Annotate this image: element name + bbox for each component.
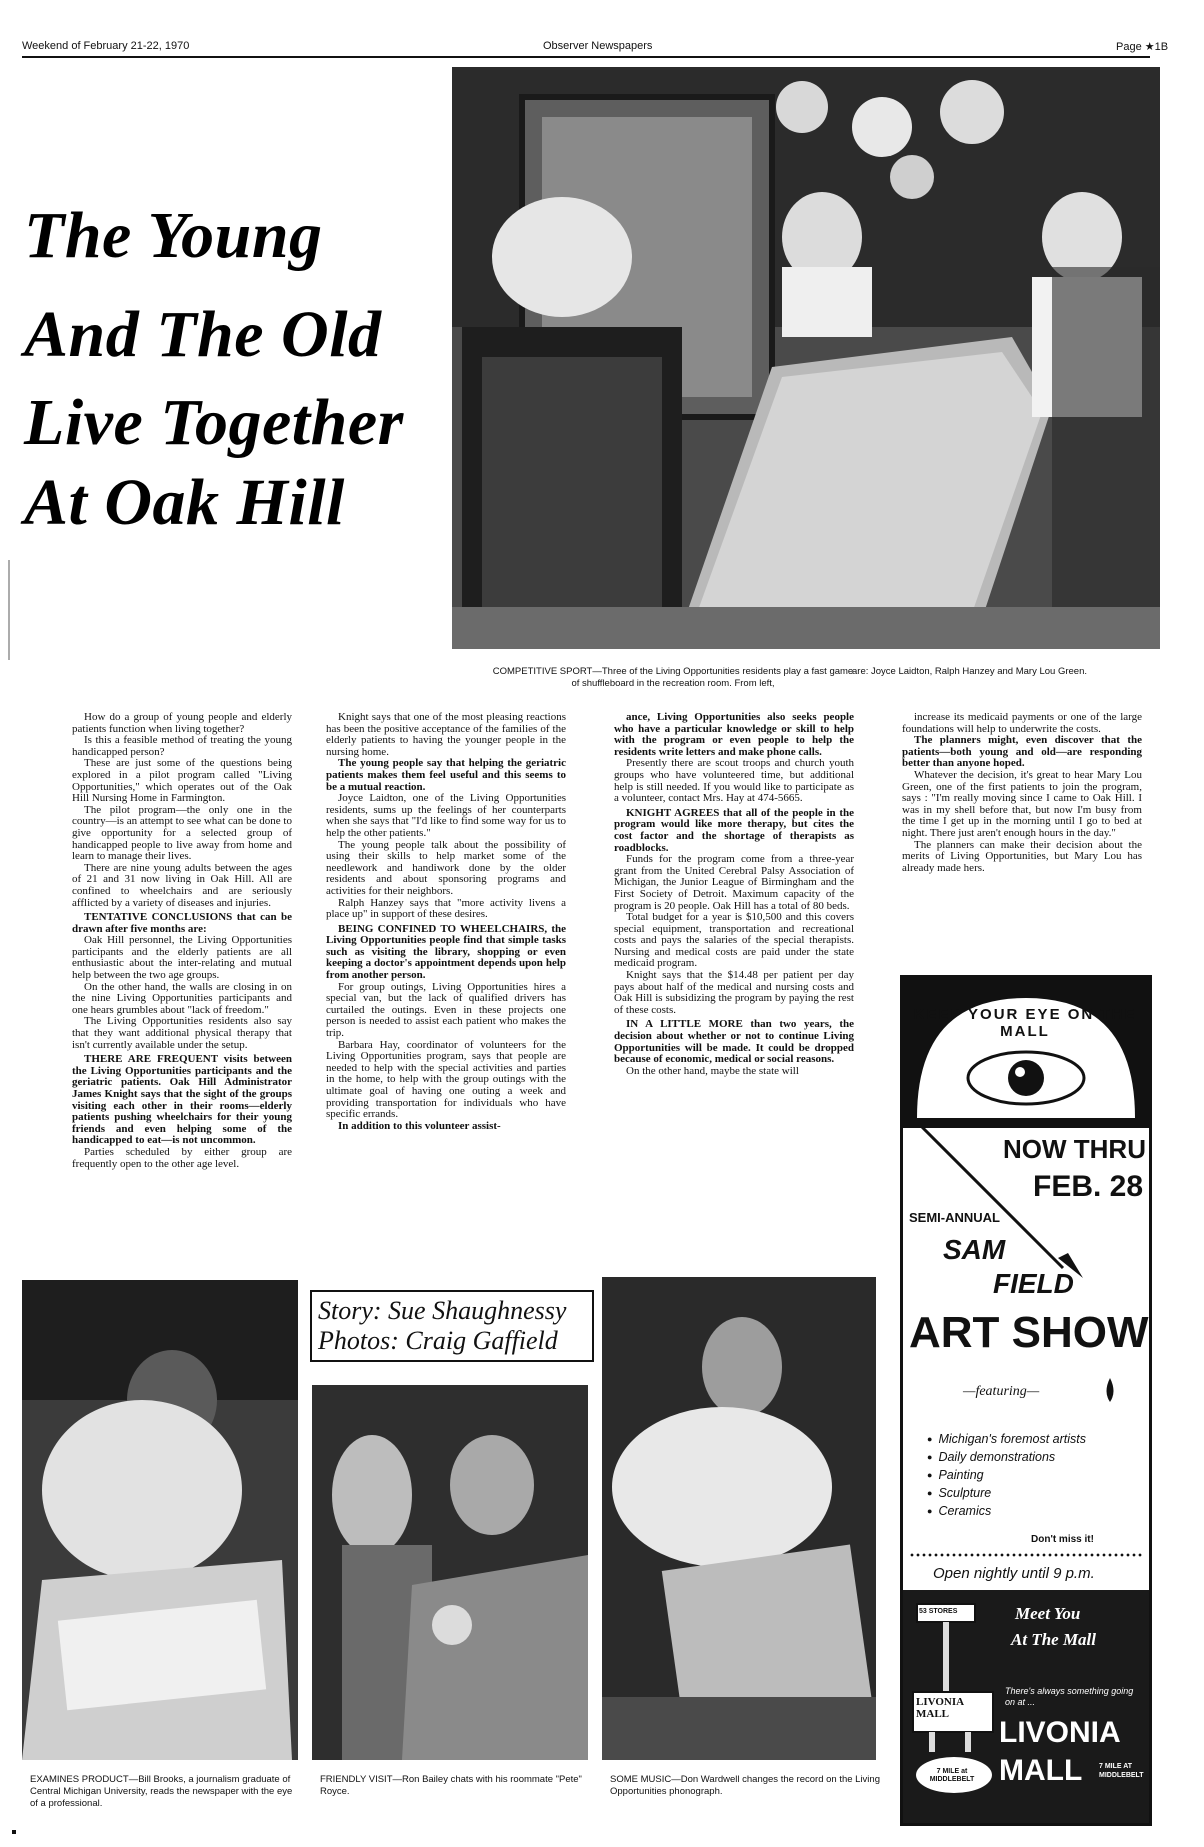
ad-meet-line-1: Meet You bbox=[1015, 1604, 1081, 1623]
article-subhead: THERE ARE FREQUENT visits between the Living Opportunities participants and the geriatric patients. Oak Hill Administrator James Knight says that the sight of the groups visiting each other in their rooms—elderly patients pushing wheelchairs for their young friends and even helping some of the handicapped to eat—is not uncommon. bbox=[72, 1053, 292, 1147]
ad-dont-miss: Don't miss it! bbox=[1031, 1534, 1094, 1545]
ad-mall-name-1: LIVONIA bbox=[999, 1716, 1121, 1749]
article-paragraph: Is this a feasible method of treating the young handicapped person? bbox=[72, 734, 292, 758]
article-column-4 bbox=[902, 712, 1142, 962]
article-paragraph: In addition to this volunteer assist- bbox=[338, 1119, 501, 1132]
ad-tagline: KEEP YOUR EYE ON THE MALL bbox=[913, 1006, 1137, 1040]
article-paragraph: How do a group of young people and elderly patients function when living together? bbox=[72, 712, 292, 735]
article-paragraph: On the other hand, maybe the state will bbox=[626, 1064, 799, 1077]
article-paragraph: Barbara Hay, coordinator of volunteers for the Living Opportunities program, says that people are needed to help with the special activities and parties in the home, to help with the group outings with the ultimate goal of having one outing a week and providing transportation for individuals who have specific errands. bbox=[326, 1038, 566, 1121]
article-paragraph: On the other hand, the walls are closing in on the nine Living Opportunities participants and one hears grumbles about "lack of freedom." bbox=[72, 980, 292, 1016]
ad-feature-item: ● Sculpture bbox=[927, 1484, 1086, 1502]
ad-featuring: —featuring— bbox=[963, 1384, 1040, 1399]
ad-meet-line-2: At The Mall bbox=[1011, 1630, 1097, 1649]
ad-dotted-rule bbox=[909, 1552, 1143, 1558]
ad-mile-right: 7 MILE AT MIDDLEBELT bbox=[1099, 1763, 1144, 1779]
header-date: Weekend of February 21-22, 1970 bbox=[22, 40, 190, 52]
story-credit: Story: Sue Shaughnessy bbox=[318, 1296, 567, 1325]
article-paragraph: Joyce Laidton, one of the Living Opportunities residents, sums up the feelings of her counterparts when she says that "I'd like to find some way for us to help the other patients." bbox=[326, 792, 566, 839]
article-column-2 bbox=[326, 712, 566, 1252]
friendly-visit-photo bbox=[312, 1385, 588, 1760]
ad-mall-panel bbox=[903, 1590, 1149, 1823]
article-paragraph: These are just some of the questions being explored in a pilot program called "Living Opportunities," which operates out of the Oak Hill Nursing Home in Farmington. bbox=[72, 757, 292, 805]
article-paragraph: ance, Living Opportunities also seeks people who have a particular knowledge or skill to help with the program or even people to help the residents write letters and make phone calls. bbox=[614, 712, 854, 758]
ad-banner bbox=[903, 978, 1149, 1128]
article-paragraph: The young people talk about the possibility of using their skills to help market some of the needlework and handiwork done by the older residents and about sponsoring programs and activities for their neighbors. bbox=[326, 838, 566, 897]
paint-drop-icon bbox=[1103, 1378, 1117, 1402]
article-paragraph: Presently there are scout troops and church youth groups who have volunteered time, but additional help is still needed. If you would like to participate as a volunteer, contact Mrs. Hay at 474-5665. bbox=[614, 757, 854, 805]
article-paragraph: The young people say that helping the geriatric patients makes them feel useful and this seems to be a mutual reaction. bbox=[326, 757, 566, 793]
examines-product-caption: EXAMINES PRODUCT—Bill Brooks, a journalism graduate of Central Michigan University, reads the newspaper with the eye of a professional. bbox=[30, 1774, 293, 1809]
ad-field: FIELD bbox=[993, 1268, 1074, 1299]
article-paragraph: There are nine young adults between the ages of 21 and 31 now living in Oak Hill. All are confined to wheelchairs and are seriously afflicted by a variety of diseases and injuries. bbox=[72, 861, 292, 909]
mall-sign-mile: 7 MILE at MIDDLEBELT bbox=[929, 1768, 975, 1783]
article-paragraph: The Living Opportunities residents also say that they want additional physical therapy that isn't currently available under the setup. bbox=[72, 1015, 292, 1051]
headline-line-2: And The Old bbox=[24, 298, 382, 371]
article-paragraph: The planners might, even discover that the patients—both young and old—are responding better than anyone hoped. bbox=[902, 734, 1142, 770]
ad-feature-item: ● Daily demonstrations bbox=[927, 1448, 1086, 1466]
article-paragraph: Ralph Hanzey says that "more activity livens a place up" in support of these desires. bbox=[326, 896, 566, 921]
header-rule bbox=[22, 56, 1150, 58]
header-paper: Observer Newspapers bbox=[543, 40, 653, 52]
ad-open-hours: Open nightly until 9 p.m. bbox=[933, 1565, 1095, 1582]
ad-feature-item: ● Painting bbox=[927, 1466, 1086, 1484]
article-subhead: TENTATIVE CONCLUSIONS that can be drawn after five months are: bbox=[72, 911, 292, 935]
ad-sam: SAM bbox=[943, 1234, 1006, 1265]
article-subhead: KNIGHT AGREES that all of the people in the program would like more therapy, but cites the cost factor and the shortage of therapists as roadblocks. bbox=[614, 806, 854, 854]
article-paragraph: Oak Hill personnel, the Living Opportunities participants and the elderly patients are all enthusiastic about the inter-relating and mutual help between the two age groups. bbox=[72, 934, 292, 982]
header-page: Page ★1B bbox=[1116, 41, 1169, 53]
some-music-photo bbox=[602, 1277, 876, 1760]
examines-product-photo bbox=[22, 1280, 298, 1760]
article-paragraph: increase its medicaid payments or one of the large foundations will help to underwrite the costs. bbox=[902, 712, 1142, 735]
friendly-visit-caption: FRIENDLY VISIT—Ron Bailey chats with his roommate "Pete" Royce. bbox=[320, 1774, 582, 1797]
mall-sign-top: 53 STORES bbox=[919, 1608, 958, 1615]
article-paragraph: The planners can make their decision about the merits of Living Opportunities, but Mary Lou has already made hers. bbox=[902, 838, 1142, 874]
top-photo-caption: COMPETITIVE SPORT—Three of the Living Opportunities residents play a fast game of shuffleboard in the recreation room. From left, bbox=[492, 666, 854, 689]
article-paragraph: For group outings, Living Opportunities hires a special van, but the lack of qualified drivers has curtailed the outings. Even in these projects one person is needed to assist each patient who makes the trip. bbox=[326, 980, 566, 1040]
article-paragraph: Whatever the decision, it's great to hear Mary Lou Green, one of the first patients to join the program, says : "I'm really moving since I came to Oak Hill. I was in my shell before that, but now I'm busy from the time I get up in the morning until I go to bed at night. There just aren't enough hours in the day." bbox=[902, 768, 1142, 839]
shuffleboard-photo bbox=[452, 67, 1160, 649]
headline-line-3: Live Together bbox=[24, 386, 404, 459]
ad-feature-item: ● Ceramics bbox=[927, 1502, 1086, 1520]
article-paragraph: Parties scheduled by either group are frequently open to the other age level. bbox=[72, 1145, 292, 1170]
headline-line-4: At Oak Hill bbox=[24, 466, 345, 539]
article-paragraph: Knight says that one of the most pleasing reactions has been the positive acceptance of the families of the elderly patients to having the younger people in the nursing home. bbox=[326, 712, 566, 758]
ad-semi-annual: SEMI-ANNUAL bbox=[909, 1210, 1000, 1225]
headline-line-1: The Young bbox=[24, 199, 323, 272]
article-paragraph: Funds for the program come from a three-year grant from the United Cerebral Palsy Association of Michigan, the Junior League of Birmingham and the First Society of Detroit. Maximum capacity of the program is 20 people. Oak Hill has a total of 80 beds. bbox=[614, 853, 854, 912]
mall-sign-name: LIVONIA MALL bbox=[916, 1696, 964, 1720]
article-paragraph: Knight says that the $14.48 per patient per day pays about half of the medical and nursing costs and Oak Hill is subsidizing the program by paying the rest of these costs. bbox=[614, 969, 854, 1016]
top-photo-caption-names: are: Joyce Laidton, Ralph Hanzey and Mary Lou Green. bbox=[852, 666, 1087, 677]
article-subhead: IN A LITTLE MORE than two years, the decision about whether or not to continue Living Opportunities will be made. It could be dropped because of economic, medical or social reasons. bbox=[614, 1018, 854, 1066]
ad-art-show: ART SHOW bbox=[909, 1308, 1149, 1357]
photos-credit: Photos: Craig Gaffield bbox=[318, 1326, 558, 1355]
ad-always: There's always something going on at ... bbox=[1005, 1686, 1134, 1707]
story-credit-box bbox=[310, 1290, 594, 1362]
article-paragraph: The pilot program—the only one in the country—is an attempt to see what can be done to give opportunity for a selected group of handicapped people to live away from home and learn to manage their lives. bbox=[72, 803, 292, 863]
margin-speck bbox=[8, 560, 10, 660]
livonia-mall-ad bbox=[900, 975, 1152, 1826]
ad-date: FEB. 28 bbox=[1033, 1170, 1144, 1203]
ad-mall-name-2: MALL bbox=[999, 1754, 1083, 1787]
margin-speck bbox=[12, 1830, 16, 1834]
article-column-1 bbox=[72, 712, 292, 1252]
some-music-caption: SOME MUSIC—Don Wardwell changes the record on the Living Opportunities phonograph. bbox=[610, 1774, 880, 1797]
article-subhead: BEING CONFINED TO WHEELCHAIRS, the Living Opportunities people find that simple tasks such as visiting the library, shopping or even keeping a doctor's appointment depends upon help from another person. bbox=[326, 922, 566, 982]
ad-feature-item: ● Michigan's foremost artists bbox=[927, 1430, 1086, 1448]
ad-feature-list bbox=[927, 1430, 1086, 1520]
ad-now-thru: NOW THRU bbox=[1003, 1134, 1146, 1164]
article-paragraph: Total budget for a year is $10,500 and this covers special equipment, transportation and recreational costs and pays the salaries of the special therapists. Nursing and medical costs are paid under the state medicaid program. bbox=[614, 911, 854, 970]
article-column-3 bbox=[614, 712, 854, 1252]
